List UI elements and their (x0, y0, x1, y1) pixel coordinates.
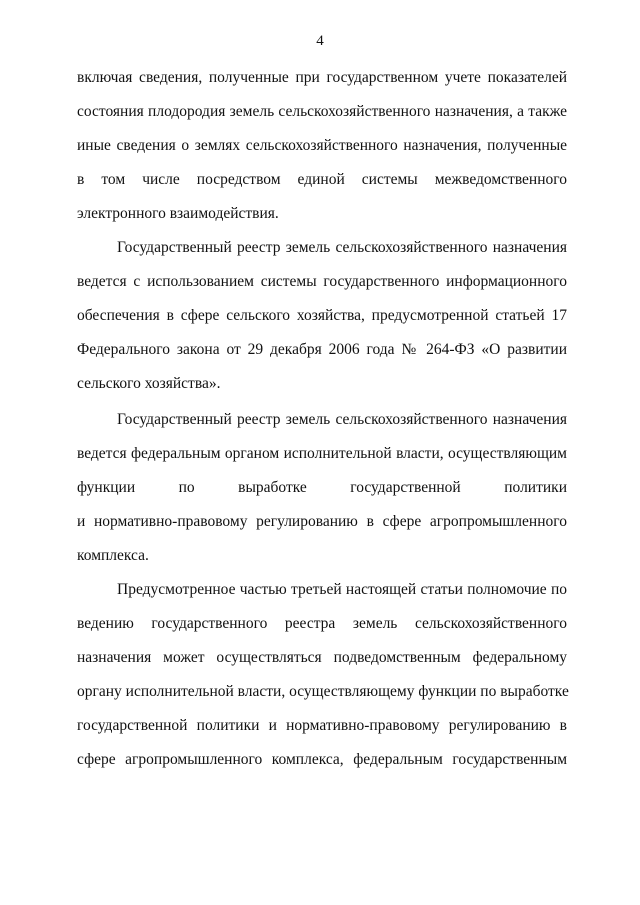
text-line: обеспечения в сфере сельского хозяйства, предусмотренной статьей 17 (77, 307, 567, 324)
text-line: назначения может осуществляться подведомственным федеральному (77, 649, 567, 666)
text-line: электронного взаимодействия. (77, 205, 279, 222)
text-line: органу исполнительной власти, осуществляющему функции по выработке (77, 683, 569, 700)
text-line: и нормативно-правовому регулированию в сфере агропромышленного (77, 513, 567, 530)
text-line: государственной политики и нормативно-правовому регулированию в (77, 717, 567, 734)
text-line: Федерального закона от 29 декабря 2006 года № 264-ФЗ «О развитии (77, 341, 567, 358)
text-line: сфере агропромышленного комплекса, федеральным государственным (77, 751, 567, 768)
text-line: ведению государственного реестра земель сельскохозяйственного (77, 615, 567, 632)
text-line: иные сведения о землях сельскохозяйственного назначения, полученные (77, 137, 567, 154)
text-line: Государственный реестр земель сельскохозяйственного назначения (117, 239, 567, 256)
text-line: состояния плодородия земель сельскохозяйственного назначения, а также (77, 103, 567, 120)
text-line: функции по выработке государственной политики (77, 479, 567, 496)
text-line: сельского хозяйства». (77, 375, 221, 392)
text-line: ведется с использованием системы государственного информационного (77, 273, 567, 290)
text-line: Государственный реестр земель сельскохозяйственного назначения (117, 411, 567, 428)
text-line: включая сведения, полученные при государственном учете показателей (77, 69, 567, 86)
text-line: Предусмотренное частью третьей настоящей статьи полномочие по (117, 581, 567, 598)
text-line: в том числе посредством единой системы межведомственного (77, 171, 567, 188)
text-line: ведется федеральным органом исполнительной власти, осуществляющим (77, 445, 567, 462)
text-line: комплекса. (77, 547, 149, 564)
page-number: 4 (316, 33, 324, 49)
